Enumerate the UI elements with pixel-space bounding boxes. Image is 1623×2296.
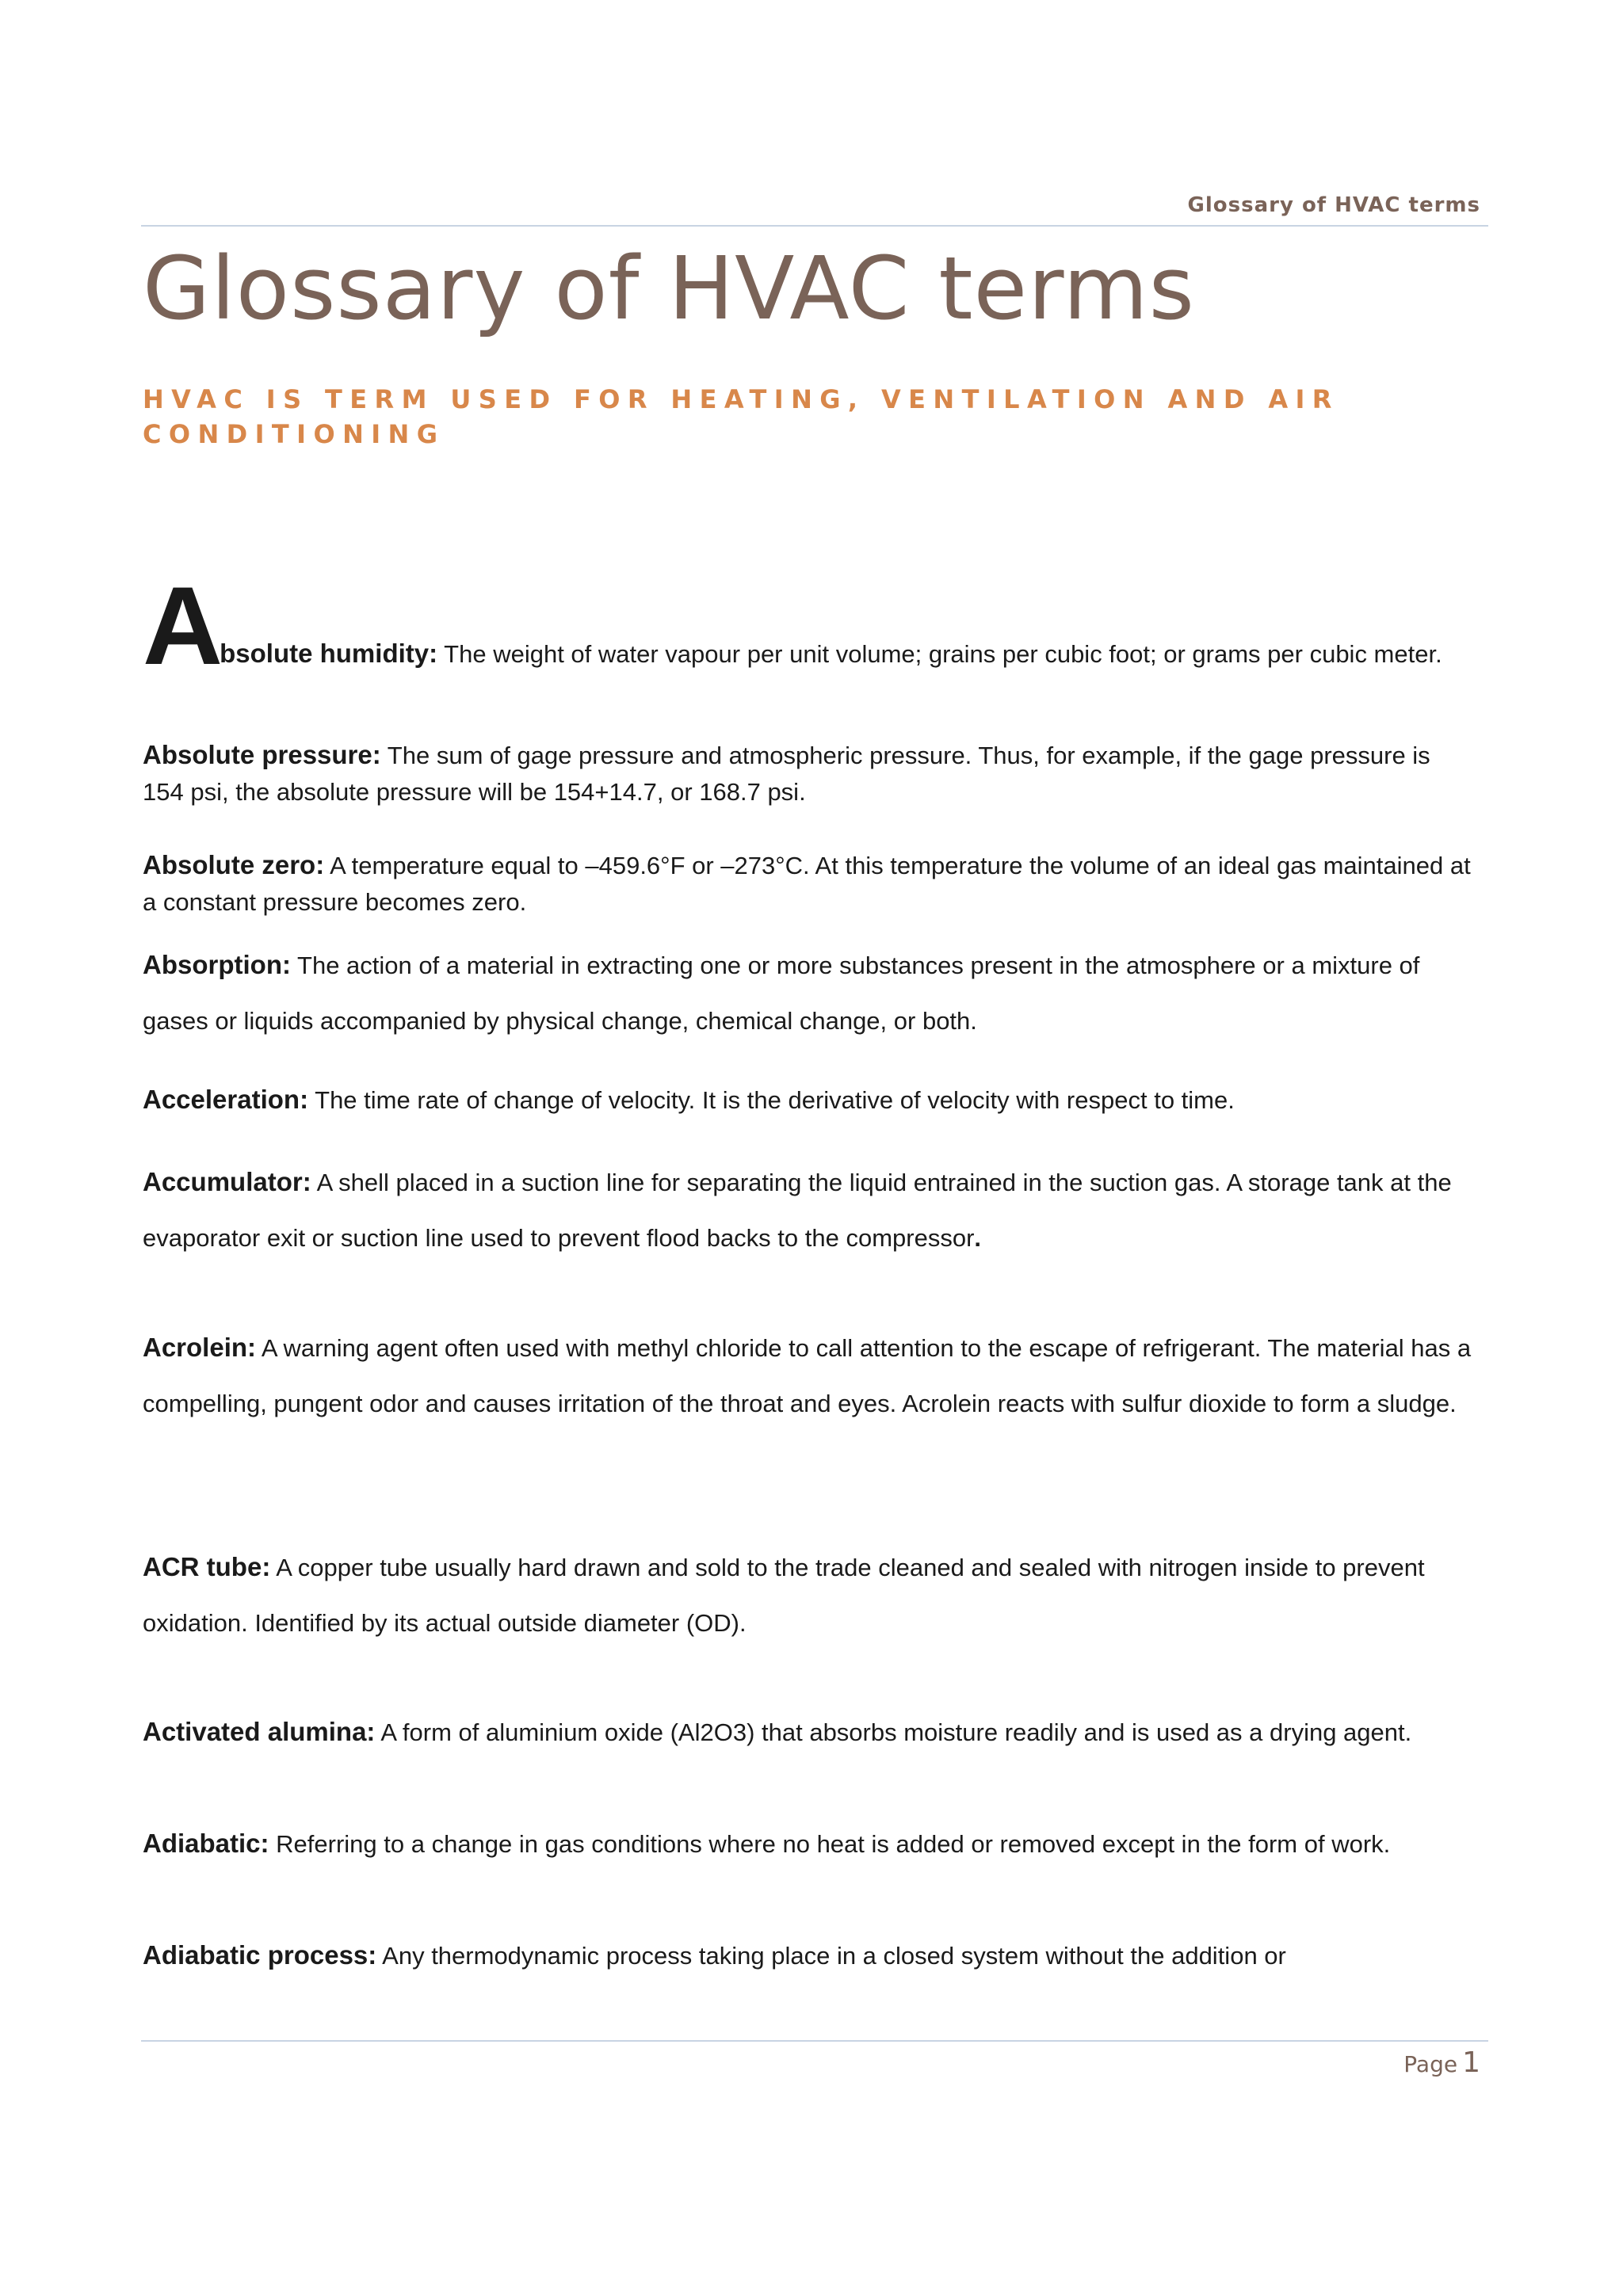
glossary-entry <box>143 847 1474 921</box>
glossary-definition: A temperature equal to –459.6°F or –273°C. At this temperature the volume of an ideal gas maintained at a constant pressure becomes zero. <box>143 852 1471 916</box>
header-rule <box>141 225 1488 227</box>
drop-cap: A <box>143 563 220 688</box>
glossary-term: Absorption: <box>143 950 291 979</box>
glossary-definition: A copper tube usually hard drawn and sold to the trade cleaned and sealed with nitrogen inside to prevent oxidation. Identified by its actual outside diameter (OD). <box>143 1554 1425 1637</box>
glossary-entry <box>143 737 1474 810</box>
glossary-definition: The weight of water vapour per unit volume; grains per cubic foot; or grams per cubic meter. <box>437 640 1442 668</box>
running-header: Glossary of HVAC terms <box>1187 193 1480 217</box>
page-title: Glossary of HVAC terms <box>143 238 1195 339</box>
glossary-entry <box>143 1154 1474 1266</box>
glossary-definition: A shell placed in a suction line for separating the liquid entrained in the suction gas. A storage tank at the evaporator exit or suction line used to prevent flood backs to the compressor <box>143 1169 1452 1252</box>
glossary-entry <box>143 937 1474 1049</box>
glossary-entry <box>143 563 1474 688</box>
glossary-term: Accumulator: <box>143 1167 311 1196</box>
glossary-term: Absolute zero: <box>143 850 325 879</box>
glossary-term: Adiabatic process: <box>143 1940 377 1970</box>
glossary-term: Activated alumina: <box>143 1717 376 1746</box>
glossary-definition: The action of a material in extracting one or more substances present in the atmosphere or a mixture of gases or liquids accompanied by physical change, chemical change, or both. <box>143 952 1420 1035</box>
glossary-entry <box>143 1928 1474 1984</box>
page-number-value: 1 <box>1462 2046 1480 2079</box>
glossary-definition: The sum of gage pressure and atmospheric pressure. Thus, for example, if the gage pressure is 154 psi, the absolute pressure will be 154+14.7, or 168.7 psi. <box>143 742 1430 806</box>
glossary-entry <box>143 1072 1474 1128</box>
glossary-term: Absolute pressure: <box>143 740 381 769</box>
glossary-term: Acrolein: <box>143 1333 257 1362</box>
glossary-term: Acceleration: <box>143 1085 309 1114</box>
page-label: Page <box>1403 2051 1458 2077</box>
glossary-definition: A warning agent often used with methyl chloride to call attention to the escape of refrigerant. The material has a compelling, pungent odor and causes irritation of the throat and eyes. Acrolein reacts with sulfur dioxide to form a sludge. <box>143 1334 1472 1417</box>
glossary-definition-end: . <box>974 1224 982 1252</box>
glossary-definition: Referring to a change in gas conditions where no heat is added or removed except in the form of work. <box>269 1830 1391 1858</box>
footer-rule <box>141 2040 1488 2042</box>
glossary-entry <box>143 1704 1474 1760</box>
page-subtitle: HVAC IS TERM USED FOR HEATING, VENTILATION AND AIR CONDITIONING <box>143 384 1339 449</box>
glossary-term: Adiabatic: <box>143 1829 269 1858</box>
glossary-definition: Any thermodynamic process taking place in a closed system without the addition or <box>376 1942 1286 1970</box>
glossary-definition: A form of aluminium oxide (Al2O3) that absorbs moisture readily and is used as a drying agent. <box>375 1718 1412 1746</box>
page-number <box>1403 2046 1480 2079</box>
glossary-entry <box>143 1816 1474 1872</box>
glossary-entry <box>143 1320 1474 1432</box>
glossary-definition: The time rate of change of velocity. It is the derivative of velocity with respect to time. <box>308 1086 1235 1114</box>
glossary-term: bsolute humidity: <box>220 639 438 668</box>
glossary-term: ACR tube: <box>143 1552 271 1581</box>
glossary-entry <box>143 1539 1474 1651</box>
